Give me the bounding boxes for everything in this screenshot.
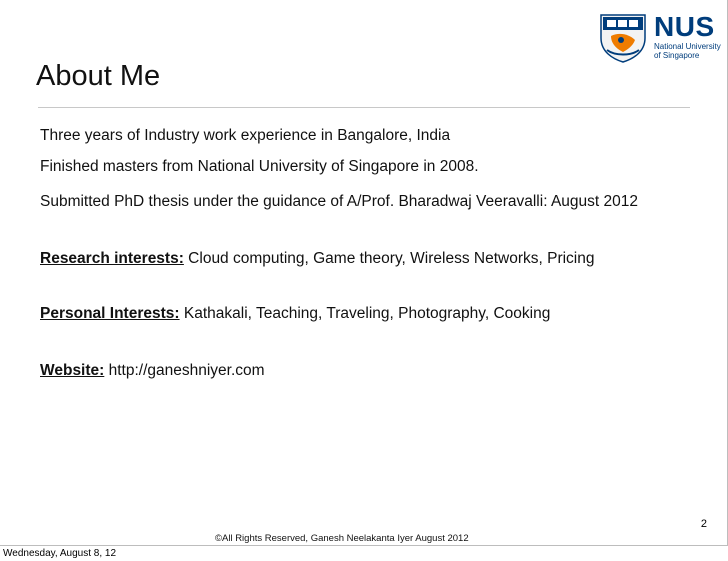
page-number: 2 [700,518,707,530]
personal-interests-value: Kathakali, Teaching, Traveling, Photography, Cooking [179,305,551,322]
research-interests-value: Cloud computing, Game theory, Wireless Networks, Pricing [183,250,595,267]
nus-crest-icon [597,12,649,64]
nus-logo [597,12,721,64]
masters-line: Finished masters from National University of Singapore in 2008. [40,158,479,175]
website-line [40,362,265,380]
nus-acronym: NUS [654,11,715,42]
slide-title: About Me [36,60,161,92]
date-footer: Wednesday, August 8, 12 [3,548,117,559]
website-label: Website: [40,362,105,379]
research-interests-line [40,250,594,268]
copyright-footer: ©All Rights Reserved, Ganesh Neelakanta Iyer August 2012 [215,533,469,544]
phd-line: Submitted PhD thesis under the guidance of A/Prof. Bharadwaj Veeravalli: August 2012 [40,193,638,210]
website-link[interactable]: http://ganeshniyer.com [104,362,265,379]
title-divider [38,107,690,108]
experience-line: Three years of Industry work experience in Bangalore, India [40,127,451,144]
research-interests-label: Research interests: [40,250,184,267]
personal-interests-line [40,305,550,323]
personal-interests-label: Personal Interests: [40,305,180,322]
nus-logo-text [654,12,721,60]
nus-name-line2: of Singapore [654,51,700,60]
nus-name-line1: National University [654,42,721,51]
